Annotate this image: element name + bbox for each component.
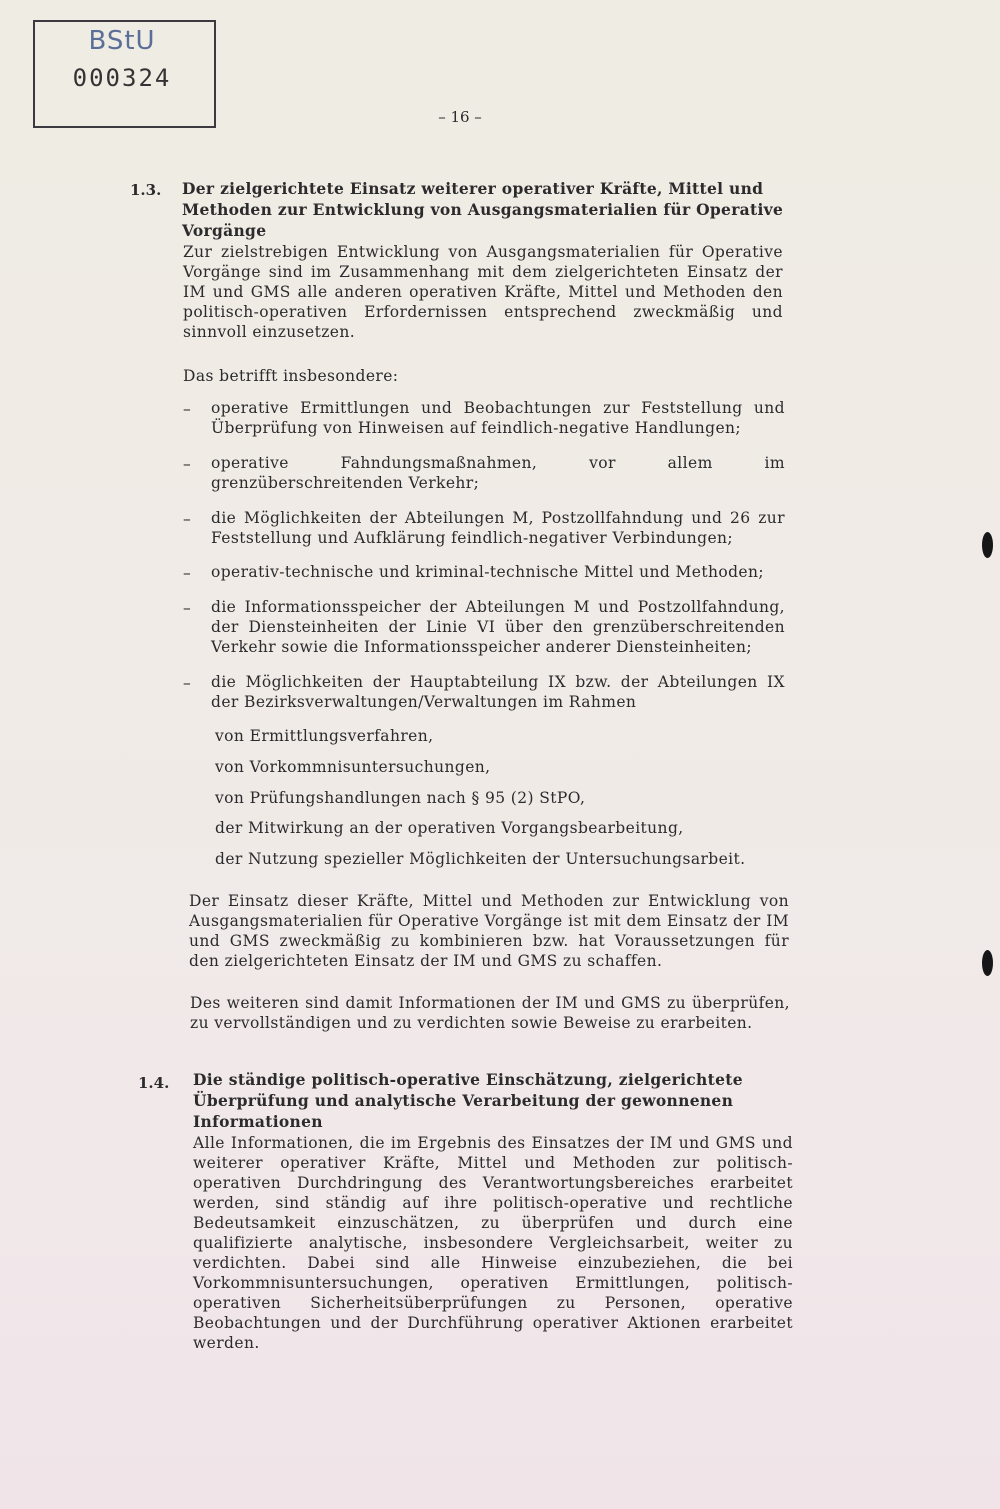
list-dash: – — [183, 564, 191, 582]
list-item: operativ-technische und kriminal-technische Mittel und Methoden; — [211, 563, 764, 581]
section-1-3-intro: Zur zielstrebigen Entwicklung von Ausgangsmaterialien für Operative Vorgänge sind im Zusammenhang mit dem zielgerichteten Einsatz der IM und GMS alle anderen operativen Kräfte, Mittel und Methoden den politisch-operativen Erfordernissen entsprechend zweckmäßig und sinnvoll einzusetzen. — [183, 243, 783, 341]
sub-list-item: der Nutzung spezieller Möglichkeiten der Untersuchungsarbeit. — [215, 850, 746, 868]
list-dash: – — [183, 455, 191, 473]
section-1-4-heading: Die ständige politisch-operative Einschätzung, zielgerichtete Überprüfung und analytische Verarbeitung der gewonnenen Informationen — [193, 1070, 743, 1131]
list-dash: – — [183, 599, 191, 617]
para-combine: Der Einsatz dieser Kräfte, Mittel und Methoden zur Entwicklung von Ausgangsmaterialien für Operative Vorgänge ist mit dem Einsatz der IM und GMS zweckmäßig zu kombinieren bzw. hat Voraussetzungen für den zielgerichteten Einsatz der IM und GMS zu schaffen. — [189, 892, 789, 970]
sub-list-item: von Prüfungshandlungen nach § 95 (2) StPO, — [215, 789, 586, 807]
list-item: operative Ermittlungen und Beobachtungen zur Feststellung und Überprüfung von Hinweisen auf feindlich-negative Handlungen; — [211, 399, 785, 437]
section-1-3-heading: Der zielgerichtete Einsatz weiterer operativer Kräfte, Mittel und Methoden zur Entwicklung von Ausgangsmaterialien für Operative Vorgänge — [182, 179, 784, 240]
sub-list-item: von Vorkommnisuntersuchungen, — [215, 758, 491, 776]
stamp-number: 000324 — [72, 64, 172, 92]
list-item: die Informationsspeicher der Abteilungen M und Postzollfahndung, der Diensteinheiten der Linie VI über den grenzüberschreitenden Verkehr sowie die Informationsspeicher anderer Diensteinheiten; — [211, 598, 785, 656]
list-dash: – — [183, 674, 191, 692]
sub-list-item: der Mitwirkung an der operativen Vorgangsbearbeitung, — [215, 819, 684, 837]
list-dash: – — [183, 400, 191, 418]
list-item: die Möglichkeiten der Hauptabteilung IX bzw. der Abteilungen IX der Bezirksverwaltungen/Verwaltungen im Rahmen — [211, 673, 785, 711]
punch-hole — [982, 950, 993, 976]
sub-list-item: von Ermittlungsverfahren, — [215, 727, 434, 745]
list-dash: – — [183, 510, 191, 528]
section-1-4-para: Alle Informationen, die im Ergebnis des Einsatzes der IM und GMS und weiterer operativer Kräfte, Mittel und Methoden zur politisch-operativen Durchdringung des Verantwortungsbereiches erarbeitet werden, sind ständig auf ihre politisch-operative und rechtliche Bedeutsamkeit einzuschätzen, zu überprüfen und durch eine qualifizierte analytische, insbesondere Vergleichsarbeit, weiter zu verdichten. Dabei sind alle Hinweise einzubeziehen, die bei Vorkommnisuntersuchungen, operativen Ermittlungen, politisch-operativen Sicherheitsüberprüfungen zu Personen, operative Beobachtungen und der Durchführung operativer Aktionen erarbeitet werden. — [193, 1134, 793, 1352]
para-verify: Des weiteren sind damit Informationen der IM und GMS zu überprüfen, zu vervollständigen und zu verdichten sowie Beweise zu erarbeiten. — [190, 994, 790, 1032]
list-intro: Das betrifft insbesondere: — [183, 367, 399, 385]
punch-hole — [982, 532, 993, 558]
list-item: die Möglichkeiten der Abteilungen M, Postzollfahndung und 26 zur Feststellung und Aufklärung feindlich-negativer Verbindungen; — [211, 509, 785, 547]
section-1-3-number: 1.3. — [130, 181, 162, 199]
stamp-agency: BStU — [88, 26, 156, 56]
page-number: – 16 – — [438, 108, 482, 126]
list-item: operative Fahndungsmaßnahmen, vor allem im grenzüberschreitenden Verkehr; — [211, 454, 785, 492]
section-1-4-number: 1.4. — [138, 1074, 170, 1092]
